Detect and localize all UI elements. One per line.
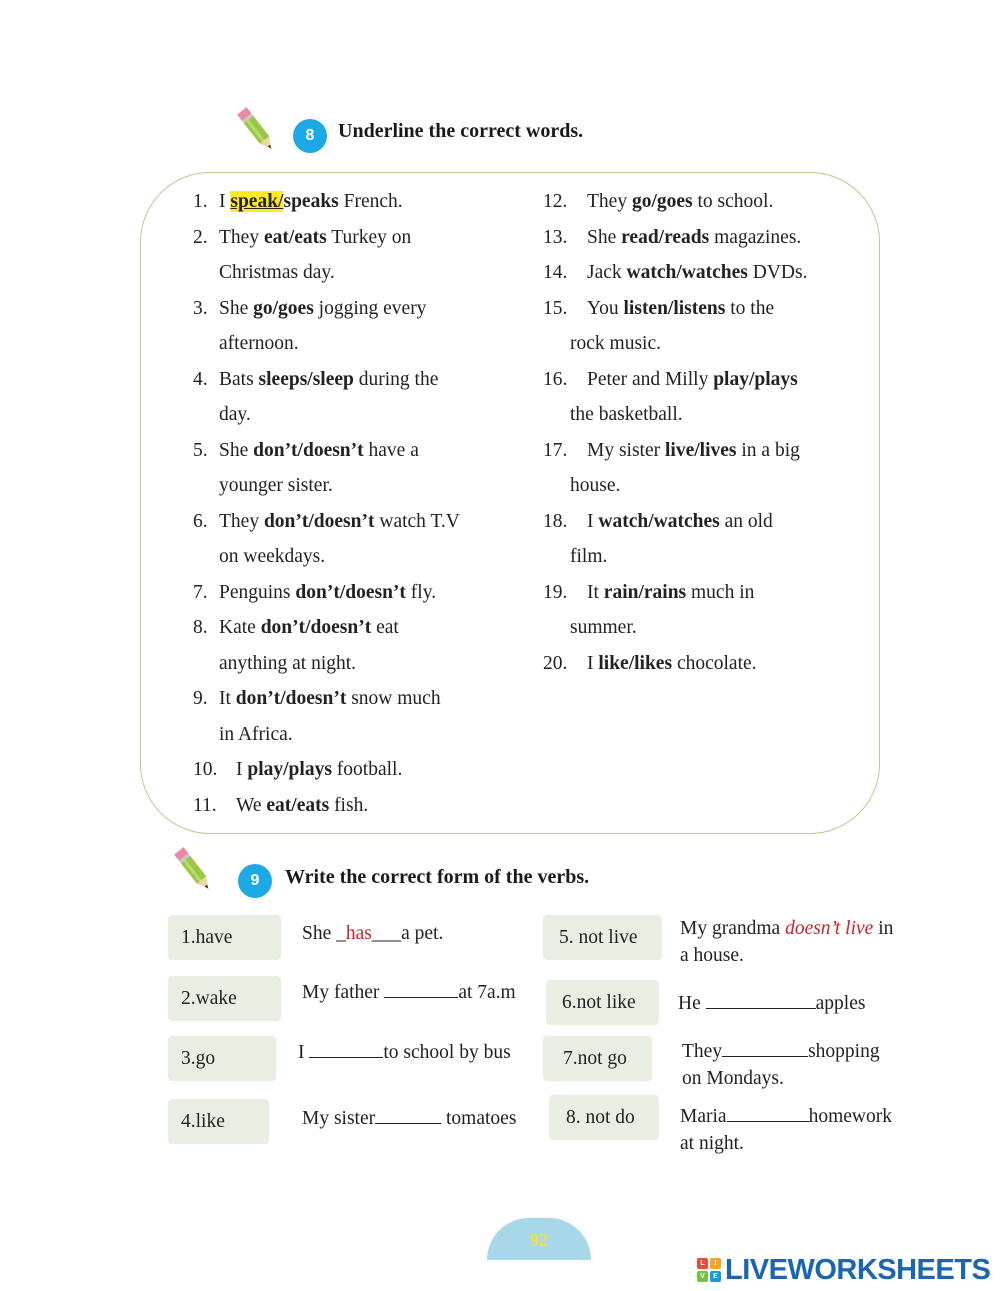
item-number: 10. [193,759,218,780]
item-number: 4. [193,368,208,390]
sentence-7: They shopping on Mondays. [682,1041,880,1089]
exercise-title: Underline the correct words. [338,120,584,142]
verb-choice[interactable]: go/goes [631,191,693,212]
exercise-line [193,297,427,321]
item-number: 20. [543,652,568,674]
item-text [219,510,460,534]
text-fragment: day. [219,404,251,425]
sentence-8: Maria homework at night. [680,1106,892,1154]
item-number: 9. [193,688,208,709]
exercise-title: Write the correct form of the verbs. [285,866,590,888]
brand-name: LIVEWORKSHEETS [725,1253,991,1286]
text-fragment: Christmas day. [219,262,335,283]
exercise-line [193,581,437,605]
page-number: 92 [530,1230,548,1250]
text-fragment: Peter and Milly [587,368,714,390]
item-text [587,581,754,605]
text-fragment: fish. [329,794,369,816]
item-text [587,226,801,250]
text-fragment: Bats [219,368,259,390]
verb-choice[interactable]: play/plays [247,759,332,780]
item-text [219,474,333,498]
text-fragment: summer. [570,617,637,638]
item-number: 3. [193,297,208,319]
verb-choice[interactable]: listen/listens [623,297,726,319]
text-fragment: magazines. [709,226,802,248]
text-fragment: house. [570,475,621,496]
brand-watermark [697,1255,990,1285]
item-number: 6. [193,510,208,532]
item-text [587,652,757,676]
text-fragment: much in [686,581,755,603]
exercise-number-badge: 9 [238,864,272,898]
verb-choice[interactable]: don’t/doesn’t [295,581,406,603]
text-fragment: Penguins [219,581,296,603]
item-text [219,226,411,250]
item-text [219,545,325,569]
text-fragment: I [236,759,248,780]
item-text [219,368,438,392]
text-fragment: have a [363,439,419,461]
verb-choice[interactable]: don’t/doesn’t [260,617,372,638]
text-fragment: Kate [219,617,261,638]
answer-blank[interactable] [727,1104,809,1122]
item-text [570,403,683,427]
text-fragment: We [236,794,267,816]
answer-blank[interactable] [375,1106,441,1124]
item-text [570,616,637,640]
exercise-line [193,794,369,818]
text-fragment: the basketball. [570,404,683,425]
item-text [219,190,403,214]
text-fragment: film. [570,546,608,567]
verb-choice[interactable]: play/plays [713,368,798,390]
text-fragment: I [587,652,599,674]
exercise-number-badge: 8 [293,119,327,153]
answer-text: has [345,923,372,944]
text-fragment: to school. [692,191,774,212]
item-number: 14. [543,262,568,283]
item-text [219,332,299,356]
verb-choice[interactable]: like/likes [598,652,673,674]
text-fragment: younger sister. [219,475,333,496]
text-fragment: My sister [587,439,665,461]
text-fragment: French. [338,191,403,212]
sentence-4: My sister tomatoes [302,1108,517,1129]
verb-box: 2.wake [168,976,281,1021]
text-fragment: It [587,581,604,603]
answer-blank[interactable] [309,1040,383,1058]
exercise-line [543,226,802,250]
verb-choice[interactable]: read/reads [621,226,710,248]
sentence-6: He apples [678,993,866,1014]
item-number: 18. [543,510,568,532]
text-fragment: It [219,688,236,709]
item-text [587,190,773,214]
text-fragment: Jack [587,262,627,283]
text-fragment: to the [725,297,775,319]
item-number: 19. [543,581,568,603]
exercise-line [193,758,403,782]
verb-choice[interactable]: watch/watches [598,510,720,532]
item-number: 11. [193,794,217,816]
text-fragment: fly. [405,581,437,603]
verb-choice[interactable]: don’t/doesn’t [263,510,375,532]
item-text [587,439,800,463]
exercise-line [543,510,773,534]
item-number: 15. [543,297,568,319]
text-fragment: They [587,191,632,212]
item-text [570,332,661,356]
exercise-line [193,190,403,214]
verb-choice[interactable]: eat/eats [263,226,327,248]
exercise-line [543,297,775,321]
pencil-icon [171,844,215,894]
item-number: 5. [193,439,208,461]
verb-choice[interactable]: speaks [283,191,339,212]
verb-choice[interactable]: go/goes [253,297,314,319]
item-text [219,403,251,427]
text-fragment: anything at night. [219,652,357,674]
item-text [219,687,441,711]
item-text [219,581,436,605]
item-number: 17. [543,439,568,461]
item-number: 7. [193,581,208,603]
item-text [570,474,620,498]
item-number: 2. [193,226,208,248]
verb-box: 5. not live [543,915,662,960]
exercise-line [543,652,757,676]
answer-blank[interactable] [722,1039,808,1057]
verb-choice[interactable]: sleeps/sleep [258,368,354,390]
item-text [219,261,335,285]
item-text [236,794,368,818]
item-text [587,297,774,321]
exercise-line [193,616,399,640]
item-number: 12. [543,191,568,212]
text-fragment: I [219,191,231,212]
verb-choice[interactable]: don’t/doesn’t [235,688,347,709]
text-fragment: eat [371,617,399,638]
exercise-line [543,261,808,285]
text-fragment: on weekdays. [219,546,326,567]
text-fragment: She [219,439,254,461]
item-number: 13. [543,226,568,248]
text-fragment: football. [331,759,403,780]
text-fragment: She [587,226,622,248]
answer-blank[interactable] [384,980,458,998]
exercise-line [193,226,412,250]
item-text [219,297,426,321]
text-fragment: DVDs. [747,262,808,283]
exercise-line [193,439,419,463]
text-fragment: afternoon. [219,333,299,354]
highlighted-answer[interactable]: speak/ [230,191,284,212]
item-text [219,439,419,463]
exercise-line [193,687,441,711]
text-fragment: during the [353,368,439,390]
item-number: 8. [193,617,208,638]
liveworksheets-logo-icon: L I V E [697,1258,721,1282]
text-fragment: You [587,297,624,319]
item-text [570,545,607,569]
verb-choice[interactable]: don’t/doesn’t [253,439,364,461]
verb-box: 6.not like [546,980,659,1025]
item-text [587,261,807,285]
text-fragment: Turkey on [326,226,412,248]
text-fragment: They [219,226,264,248]
exercise-line [193,510,460,534]
page-number-tab [487,1218,591,1260]
text-fragment: watch T.V [374,510,460,532]
text-fragment: in Africa. [219,723,293,745]
exercise-line [193,368,439,392]
sentence-2: My father at 7a.m [302,982,516,1003]
verb-box: 3.go [168,1036,276,1081]
verb-choice[interactable]: watch/watches [626,262,748,283]
exercise-line [543,368,798,392]
verb-box: 4.like [168,1099,269,1144]
verb-box: 7.not go [543,1036,652,1081]
verb-choice[interactable]: rain/rains [603,581,687,603]
verb-choice[interactable]: live/lives [665,439,737,461]
exercise-line [543,439,800,463]
item-text [219,723,293,747]
answer-text: doesn’t live [785,918,874,939]
verb-choice[interactable]: eat/eats [266,794,330,816]
item-text [219,652,356,676]
item-text [236,758,402,782]
verb-box: 1.have [168,915,281,960]
sentence-5: My grandma doesn’t live in a house. [680,918,894,966]
text-fragment: She [219,297,254,319]
item-text [219,616,399,640]
item-text [587,510,773,534]
pencil-icon [234,104,278,154]
text-fragment: an old [719,510,773,532]
answer-blank[interactable] [706,991,816,1009]
text-fragment: in a big [736,439,800,461]
exercise-line [543,581,755,605]
verb-box: 8. not do [549,1095,659,1140]
text-fragment: rock music. [570,333,661,354]
exercise-line [543,190,774,214]
text-fragment: They [219,510,264,532]
sentence-1: She _has___a pet. [302,923,444,944]
sentence-3: I to school by bus [298,1042,511,1063]
text-fragment: jogging every [313,297,427,319]
item-number: 16. [543,368,568,390]
item-number: 1. [193,191,208,212]
item-text [587,368,798,392]
text-fragment: chocolate. [672,652,757,674]
text-fragment: snow much [346,688,441,709]
text-fragment: I [587,510,599,532]
